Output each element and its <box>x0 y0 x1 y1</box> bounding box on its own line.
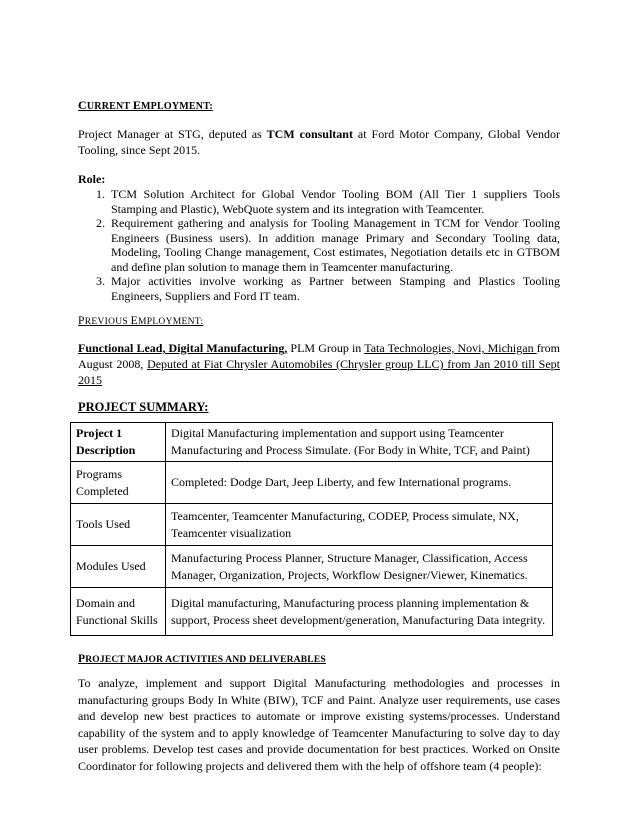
row-value: Manufacturing Process Planner, Structure Manager, Classification, Access Manager, Organization, Projects, Workflow Designer/Viewer, Kinematics. <box>166 546 553 588</box>
table-row <box>71 462 553 504</box>
activities-heading: PROJECT MAJOR ACTIVITIES AND DELIVERABLES <box>78 653 326 665</box>
row-value: Teamcenter, Teamcenter Manufacturing, CODEP, Process simulate, NX, Teamcenter visualization <box>166 504 553 546</box>
row-key: Programs Completed <box>71 462 166 504</box>
row-key: Modules Used <box>71 546 166 588</box>
table-row <box>71 423 553 462</box>
company-link: Tata Technologies, Novi, Michigan <box>364 341 537 355</box>
role-list <box>78 187 560 303</box>
role-item: 2. Requirement gathering and analysis for Tooling Management in TCM for Vendor Tooling Engineers (Business users). In addition manage Primary and Secondary Tooling data, Modeling, Tooling Change management, Cost estimates, Negotiation details etc in GTBOM and define plan solution to manage them in Teamcenter manufacturing. <box>108 216 560 274</box>
role-item: 3. Major activities involve working as Partner between Stamping and Plastics Tooling Engineers, Suppliers and Ford IT team. <box>108 274 560 303</box>
row-key: Project 1 Description <box>71 423 166 462</box>
activities-paragraph: To analyze, implement and support Digital Manufacturing methodologies and processes in manufacturing groups Body In White (BIW), TCF and Paint. Analyze user requirements, use cases and develop new best practices to automate or improve existing systems/processes. Understand capability of the system and to apply knowledge of Teamcenter Manufacturing to solve day to day user problems. Develop test cases and provide documentation for best practices. Worked on Onsite Coordinator for following projects and delivered them with the help of offshore team (4 people): <box>78 676 560 773</box>
table-row <box>71 504 553 546</box>
table-row <box>71 588 553 636</box>
row-value: Digital manufacturing, Manufacturing process planning implementation & support, Process sheet development/generation, Manufacturing Data integrity. <box>166 588 553 636</box>
project-summary-table <box>70 422 553 636</box>
previous-employment-heading: PREVIOUS EMPLOYMENT: <box>78 315 204 327</box>
current-employment-text: Project Manager at STG, deputed as TCM consultant at Ford Motor Company, Global Vendor Tooling, since Sept 2015. <box>78 127 560 157</box>
project-summary-title: PROJECT SUMMARY: <box>78 400 209 414</box>
resume-page <box>78 98 560 775</box>
row-value: Completed: Dodge Dart, Jeep Liberty, and few International programs. <box>166 462 553 504</box>
row-value: Digital Manufacturing implementation and support using Teamcenter Manufacturing and Process Simulate. (For Body in White, TCF, and Paint) <box>166 423 553 462</box>
row-key: Domain and Functional Skills <box>71 588 166 636</box>
previous-employment-text: Functional Lead, Digital Manufacturing, PLM Group in Tata Technologies, Novi, Michigan from August 2008, Deputed at Fiat Chrysler Automobiles (Chrysler group LLC) from Jan 2010 till Sept 2015 <box>78 341 561 387</box>
current-employment-heading: CURRENT EMPLOYMENT: <box>78 98 213 112</box>
role-item: 1. TCM Solution Architect for Global Vendor Tooling BOM (All Tier 1 suppliers Tools Stamping and Plastic), WebQuote system and its integration with Teamcenter. <box>108 187 560 216</box>
table-row <box>71 546 553 588</box>
row-key: Tools Used <box>71 504 166 546</box>
role-label: Role: <box>78 172 106 186</box>
